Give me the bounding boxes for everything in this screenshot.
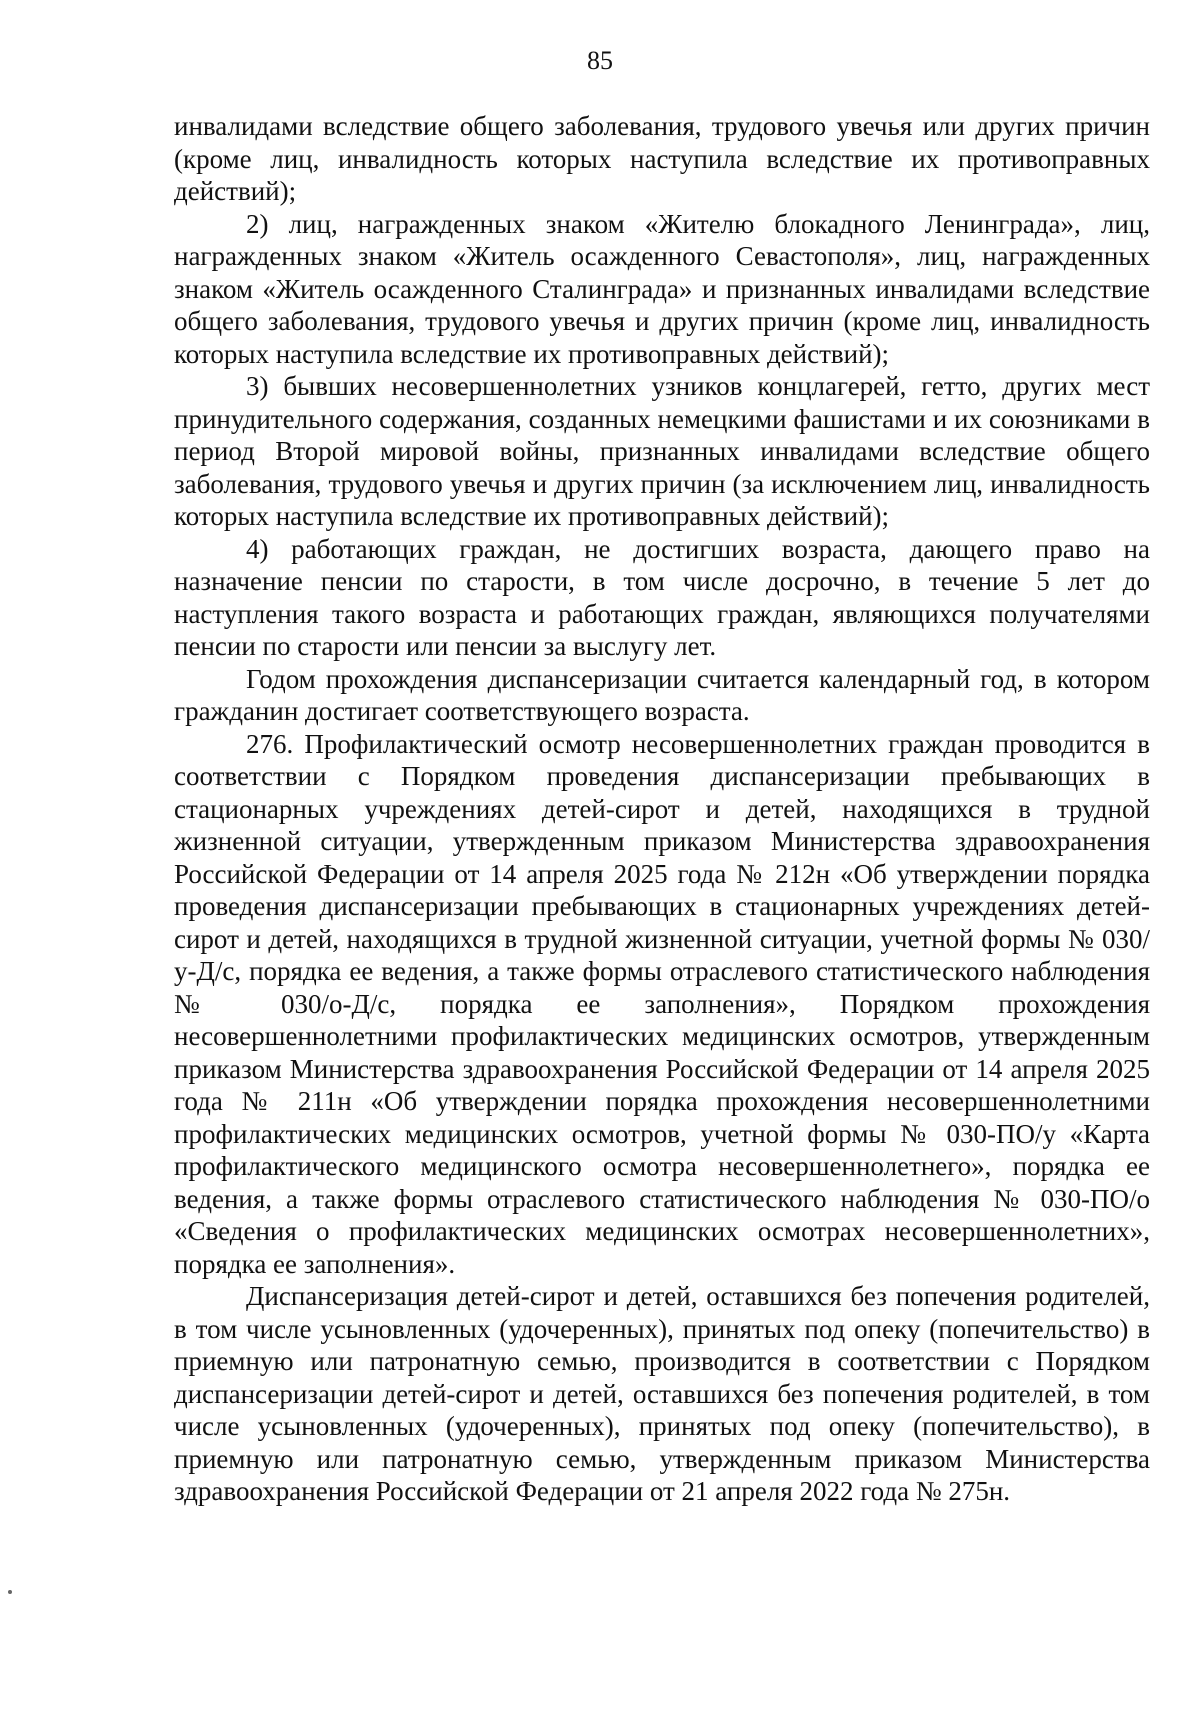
- paragraph-orphans-dispensary: Диспансеризация детей-сирот и детей, оставшихся без попечения родителей, в том числе усыновленных (удочеренных), принятых под опеку (попечительство) в приемную или патронатную семью, производится в соответствии с Порядком диспансеризации детей-сирот и детей, оставшихся без попечения родителей, в том числе усыновленных (удочеренных), принятых под опеку (попечительство), в приемную или патронатную семью, утвержденным приказом Министерства здравоохранения Российской Федерации от 21 апреля 2022 года № 275н.: [174, 1281, 1150, 1506]
- paragraph-item-3: 3) бывших несовершеннолетних узников концлагерей, гетто, других мест принудительного содержания, созданных немецкими фашистами и их союзниками в период Второй мировой войны, признанных инвалидами вследствие общего заболевания, трудового увечья и других причин (за исключением лиц, инвалидность которых наступила вследствие их противоправных действий);: [174, 371, 1150, 531]
- paragraph-item-4: 4) работающих граждан, не достигших возраста, дающего право на назначение пенсии по старости, в том числе досрочно, в течение 5 лет до наступления такого возраста и работающих граждан, являющихся получателями пенсии по старости или пенсии за выслугу лет.: [174, 533, 1150, 661]
- scan-dot-mark: [8, 1590, 12, 1594]
- document-body: [174, 110, 1150, 1508]
- paragraph-year-rule: Годом прохождения диспансеризации считается календарный год, в котором гражданин достигает соответствующего возраста.: [174, 663, 1150, 726]
- paragraph-276: 276. Профилактический осмотр несовершеннолетних граждан проводится в соответствии с Порядком проведения диспансеризации пребывающих в стационарных учреждениях детей-сирот и детей, находящихся в трудной жизненной ситуации, утвержденным приказом Министерства здравоохранения Российской Федерации от 14 апреля 2025 года № 212н «Об утверждении порядка проведения диспансеризации пребывающих в стационарных учреждениях детей-сирот и детей, находящихся в трудной жизненной ситуации, учетной формы № 030/у-Д/с, порядка ее ведения, а также формы отраслевого статистического наблюдения № 030/о-Д/с, порядка ее заполнения», Порядком прохождения несовершеннолетними профилактических медицинских осмотров, утвержденным приказом Министерства здравоохранения Российской Федерации от 14 апреля 2025 года № 211н «Об утверждении порядка прохождения несовершеннолетними профилактических медицинских осмотров, учетной формы № 030-ПО/у «Карта профилактического медицинского осмотра несовершеннолетнего», порядка ее ведения, а также формы отраслевого статистического наблюдения № 030-ПО/о «Сведения о профилактических медицинских осмотрах несовершеннолетних», порядка ее заполнения».: [174, 728, 1150, 1279]
- paragraph-continuation: инвалидами вследствие общего заболевания, трудового увечья или других причин (кроме лиц, инвалидность которых наступила вследствие их противоправных действий);: [174, 111, 1150, 206]
- paragraph-item-2: 2) лиц, награжденных знаком «Жителю блокадного Ленинграда», лиц, награжденных знаком «Житель осажденного Севастополя», лиц, награжденных знаком «Житель осажденного Сталинграда» и признанных инвалидами вследствие общего заболевания, трудового увечья и других причин (кроме лиц, инвалидность которых наступила вследствие их противоправных действий);: [174, 208, 1150, 369]
- page-number: 85: [587, 46, 613, 75]
